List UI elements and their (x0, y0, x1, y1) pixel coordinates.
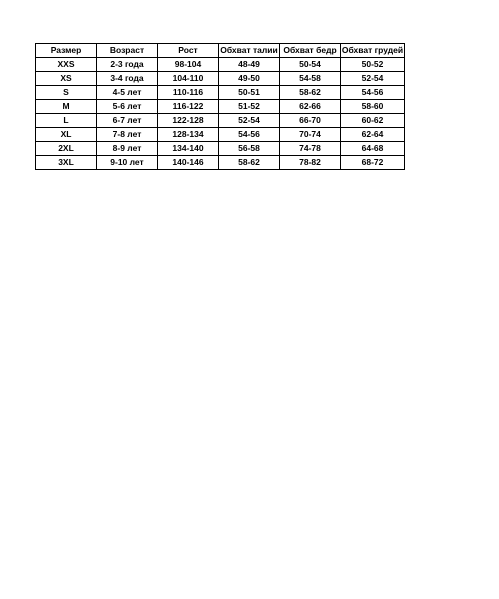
cell-height: 116-122 (158, 100, 219, 114)
header-cell-height: Рост (158, 44, 219, 58)
cell-size: 3XL (36, 156, 97, 170)
header-cell-waist: Обхват талии (219, 44, 280, 58)
cell-hips: 78-82 (280, 156, 341, 170)
cell-age: 9-10 лет (97, 156, 158, 170)
cell-height: 140-146 (158, 156, 219, 170)
cell-age: 3-4 года (97, 72, 158, 86)
cell-age: 6-7 лет (97, 114, 158, 128)
cell-age: 8-9 лет (97, 142, 158, 156)
table-row (36, 86, 405, 100)
cell-hips: 66-70 (280, 114, 341, 128)
header-cell-age: Возраст (97, 44, 158, 58)
cell-hips: 74-78 (280, 142, 341, 156)
table-body (36, 58, 405, 170)
header-cell-hips: Обхват бедр (280, 44, 341, 58)
cell-waist: 54-56 (219, 128, 280, 142)
cell-height: 110-116 (158, 86, 219, 100)
cell-size: S (36, 86, 97, 100)
cell-waist: 49-50 (219, 72, 280, 86)
cell-size: L (36, 114, 97, 128)
cell-hips: 58-62 (280, 86, 341, 100)
cell-chest: 52-54 (341, 72, 405, 86)
header-cell-chest: Обхват грудей (341, 44, 405, 58)
cell-waist: 51-52 (219, 100, 280, 114)
cell-age: 7-8 лет (97, 128, 158, 142)
header-cell-size: Размер (36, 44, 97, 58)
cell-chest: 64-68 (341, 142, 405, 156)
cell-size: XXS (36, 58, 97, 72)
table-row (36, 142, 405, 156)
cell-chest: 50-52 (341, 58, 405, 72)
cell-size: XL (36, 128, 97, 142)
cell-chest: 54-56 (341, 86, 405, 100)
cell-size: 2XL (36, 142, 97, 156)
cell-height: 128-134 (158, 128, 219, 142)
cell-hips: 62-66 (280, 100, 341, 114)
cell-waist: 56-58 (219, 142, 280, 156)
cell-size: XS (36, 72, 97, 86)
size-chart-table (35, 43, 405, 170)
cell-waist: 52-54 (219, 114, 280, 128)
table-row (36, 72, 405, 86)
table-header (36, 44, 405, 58)
table-row (36, 156, 405, 170)
cell-chest: 68-72 (341, 156, 405, 170)
cell-waist: 58-62 (219, 156, 280, 170)
cell-hips: 70-74 (280, 128, 341, 142)
cell-hips: 54-58 (280, 72, 341, 86)
cell-waist: 50-51 (219, 86, 280, 100)
cell-age: 2-3 года (97, 58, 158, 72)
cell-chest: 62-64 (341, 128, 405, 142)
cell-hips: 50-54 (280, 58, 341, 72)
header-row (36, 44, 405, 58)
cell-height: 122-128 (158, 114, 219, 128)
table-row (36, 114, 405, 128)
cell-waist: 48-49 (219, 58, 280, 72)
cell-height: 98-104 (158, 58, 219, 72)
cell-height: 104-110 (158, 72, 219, 86)
table-row (36, 128, 405, 142)
table-row (36, 100, 405, 114)
cell-age: 4-5 лет (97, 86, 158, 100)
cell-chest: 60-62 (341, 114, 405, 128)
cell-chest: 58-60 (341, 100, 405, 114)
table-row (36, 58, 405, 72)
cell-height: 134-140 (158, 142, 219, 156)
cell-size: M (36, 100, 97, 114)
cell-age: 5-6 лет (97, 100, 158, 114)
